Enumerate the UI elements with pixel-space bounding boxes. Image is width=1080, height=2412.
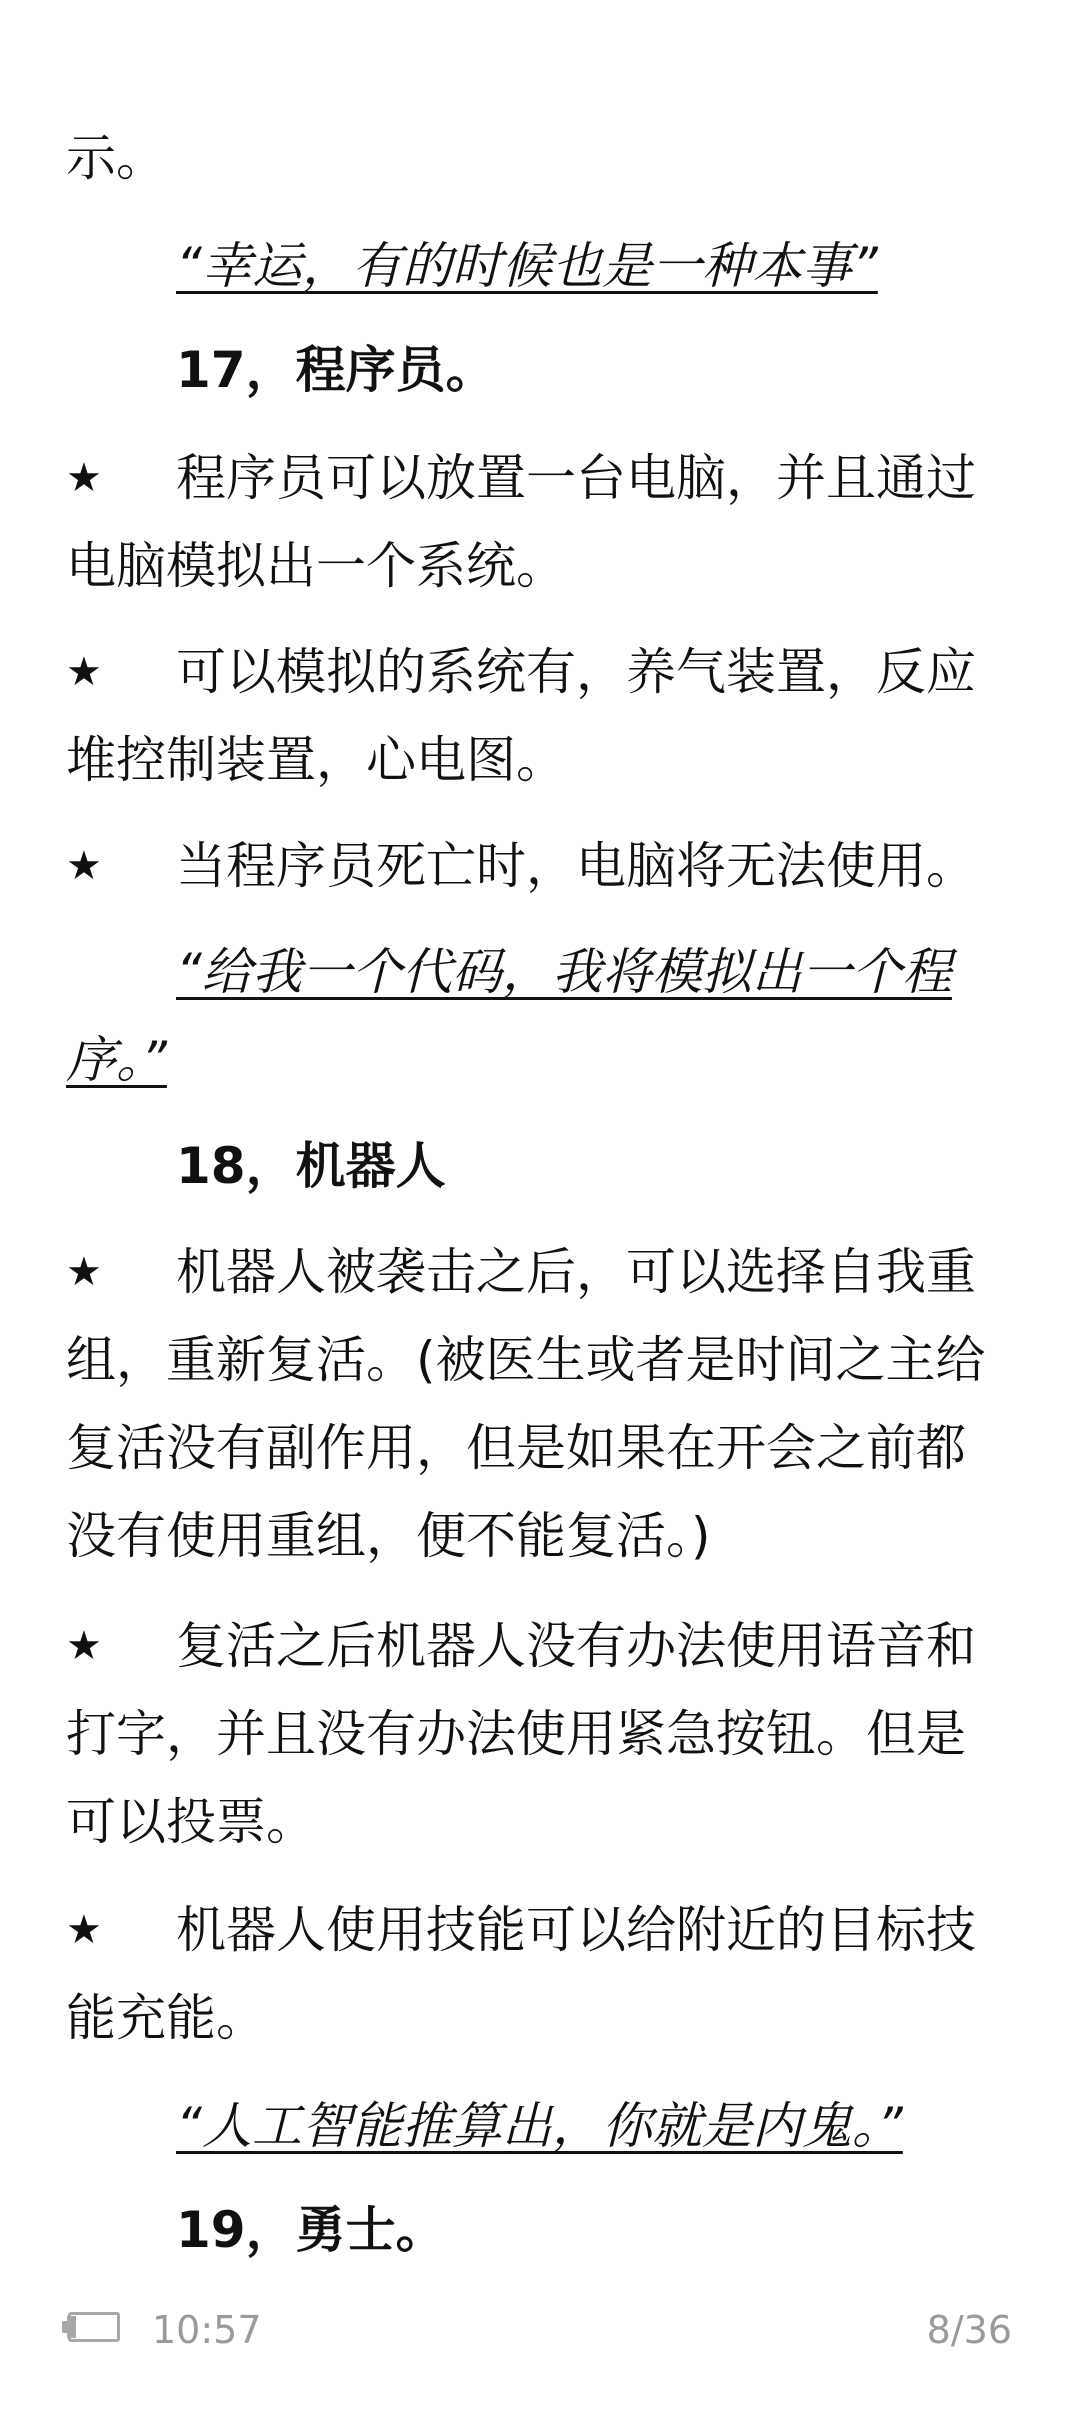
text-line <box>0 720 1080 800</box>
quote-text: “给我一个代码，我将模拟出一个程 <box>176 943 952 1001</box>
text: 机器人被袭击之后，可以选择自我重 <box>176 1243 976 1301</box>
bullet-item <box>0 1890 1080 1970</box>
battery-icon <box>62 2312 126 2346</box>
text-line <box>0 526 1080 606</box>
quote-line <box>0 2086 1080 2166</box>
bullet-item <box>0 438 1080 518</box>
quote-line <box>0 226 1080 306</box>
text: 可以投票。 <box>66 1793 316 1851</box>
text-line <box>0 1496 1080 1576</box>
text-line <box>0 1978 1080 2058</box>
heading-text: 19，勇士。 <box>176 2201 446 2259</box>
section-heading <box>0 2190 1080 2270</box>
text: 电脑模拟出一个系统。 <box>66 537 566 595</box>
text: 堆控制装置，心电图。 <box>66 731 566 789</box>
quote-line <box>0 1020 1080 1100</box>
text-line <box>0 1408 1080 1488</box>
heading-text: 17，程序员。 <box>176 341 496 399</box>
star-bullet-icon: ★ <box>66 455 102 501</box>
text: 机器人使用技能可以给附近的目标技 <box>176 1901 976 1959</box>
bullet-item <box>0 1232 1080 1312</box>
text: 组，重新复活。(被医生或者是时间之主给 <box>66 1331 986 1389</box>
text-line <box>0 1694 1080 1774</box>
bullet-item <box>0 826 1080 906</box>
quote-text: 序。” <box>66 1031 167 1089</box>
clock: 10:57 <box>152 2308 262 2352</box>
text-line <box>0 1782 1080 1862</box>
section-heading <box>0 330 1080 410</box>
bullet-item <box>0 632 1080 712</box>
text: 没有使用重组，便不能复活。) <box>66 1507 711 1565</box>
page-indicator: 8/36 <box>926 2308 1012 2352</box>
quote-text: “幸运，有的时候也是一种本事” <box>176 237 878 295</box>
star-bullet-icon: ★ <box>66 843 102 889</box>
bullet-item <box>0 1606 1080 1686</box>
text: 能充能。 <box>66 1989 266 2047</box>
text: 复活之后机器人没有办法使用语音和 <box>176 1617 976 1675</box>
text: 程序员可以放置一台电脑，并且通过 <box>176 449 976 507</box>
heading-text: 18，机器人 <box>176 1137 446 1195</box>
star-bullet-icon: ★ <box>66 1907 102 1953</box>
text: 当程序员死亡时，电脑将无法使用。 <box>176 837 976 895</box>
star-bullet-icon: ★ <box>66 649 102 695</box>
quote-text: “人工智能推算出，你就是内鬼。” <box>176 2097 903 2155</box>
star-bullet-icon: ★ <box>66 1623 102 1669</box>
text-line <box>0 1320 1080 1400</box>
text: 复活没有副作用，但是如果在开会之前都 <box>66 1419 966 1477</box>
text: 示。 <box>66 129 166 187</box>
text: 可以模拟的系统有，养气装置，反应 <box>176 643 976 701</box>
star-bullet-icon: ★ <box>66 1249 102 1295</box>
text: 打字，并且没有办法使用紧急按钮。但是 <box>66 1705 966 1763</box>
section-heading <box>0 1126 1080 1206</box>
reader-status-bar <box>0 2290 1080 2370</box>
text-line <box>0 118 1080 198</box>
quote-line <box>0 932 1080 1012</box>
